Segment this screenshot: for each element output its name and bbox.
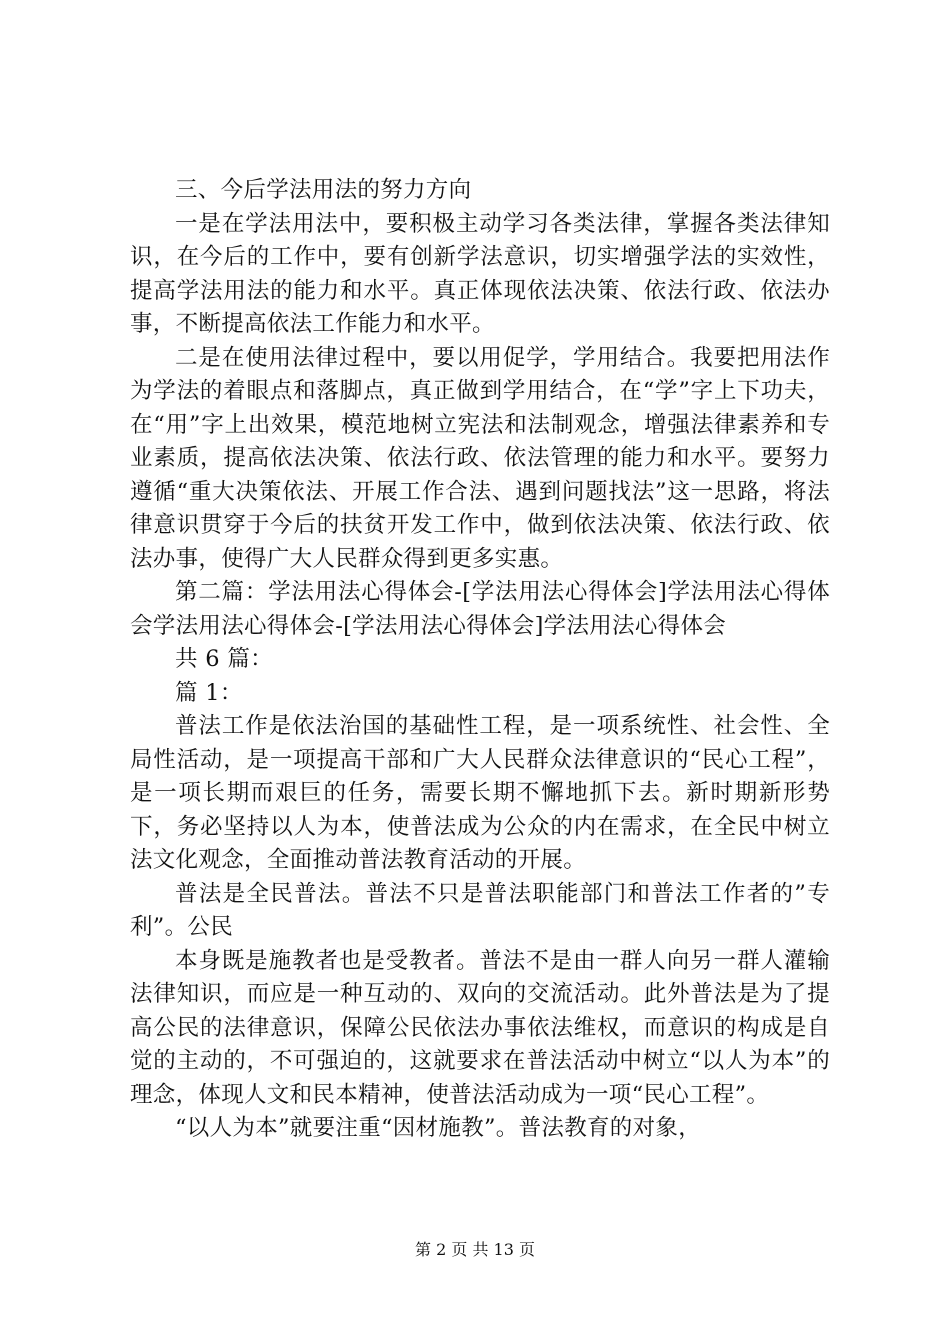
paragraph: 普法工作是依法治国的基础性工程，是一项系统性、社会性、全局性活动，是一项提高干部和广大人民群众法律意识的“民心工程”，是一项长期而艰巨的任务，需要长期不懈地抓下去。新时期新形势下，务必坚持以人为本，使普法成为公众的内在需求，在全民中树立法文化观念，全面推动普法教育活动的开展。 (130, 713, 830, 873)
paragraph: 二是在使用法律过程中，要以用促学，学用结合。我要把用法作为学法的着眼点和落脚点，真正做到学用结合，在“学”字上下功夫，在“用”字上出效果，模范地树立宪法和法制观念，增强法律素养和专业素质，提高依法决策、依法行政、依法管理的能力和水平。要努力遵循“重大决策依法、开展工作合法、遇到问题找法”这一思路，将法律意识贯穿于今后的扶贫开发工作中，做到依法决策、依法行政、依法办事，使得广大人民群众得到更多实惠。 (130, 344, 830, 572)
article-count: 共 6 篇： (175, 646, 273, 672)
article-number: 篇 1： (175, 679, 243, 706)
document-body (130, 174, 830, 1146)
paragraph: “以人为本”就要注重“因材施教”。普法教育的对象， (175, 1115, 702, 1141)
paragraph: 本身既是施教者也是受教者。普法不是由一群人向另一群人灌输法律知识，而应是一种互动的、双向的交流活动。此外普法是为了提高公民的法律意识，保障公民依法办事依法维权，而意识的构成是自觉的主动的，不可强迫的，这就要求在普法活动中树立“以人为本”的理念，体现人文和民本精神，使普法活动成为一项“民心工程”。 (130, 947, 830, 1108)
section-heading: 三、今后学法用法的努力方向 (175, 177, 472, 203)
article-title: 第二篇：学法用法心得体会-[学法用法心得体会]学法用法心得体会学法用法心得体会-[学法用法心得体会]学法用法心得体会 (130, 579, 830, 639)
paragraph: 一是在学法用法中，要积极主动学习各类法律，掌握各类法律知识，在今后的工作中，要有创新学法意识，切实增强学法的实效性，提高学法用法的能力和水平。真正体现依法决策、依法行政、依法办事，不断提高依法工作能力和水平。 (130, 210, 830, 337)
paragraph: 普法是全民普法。普法不只是普法职能部门和普法工作者的”专利”。公民 (130, 880, 830, 940)
page-footer: 第 2 页 共 13 页 (415, 1240, 535, 1259)
